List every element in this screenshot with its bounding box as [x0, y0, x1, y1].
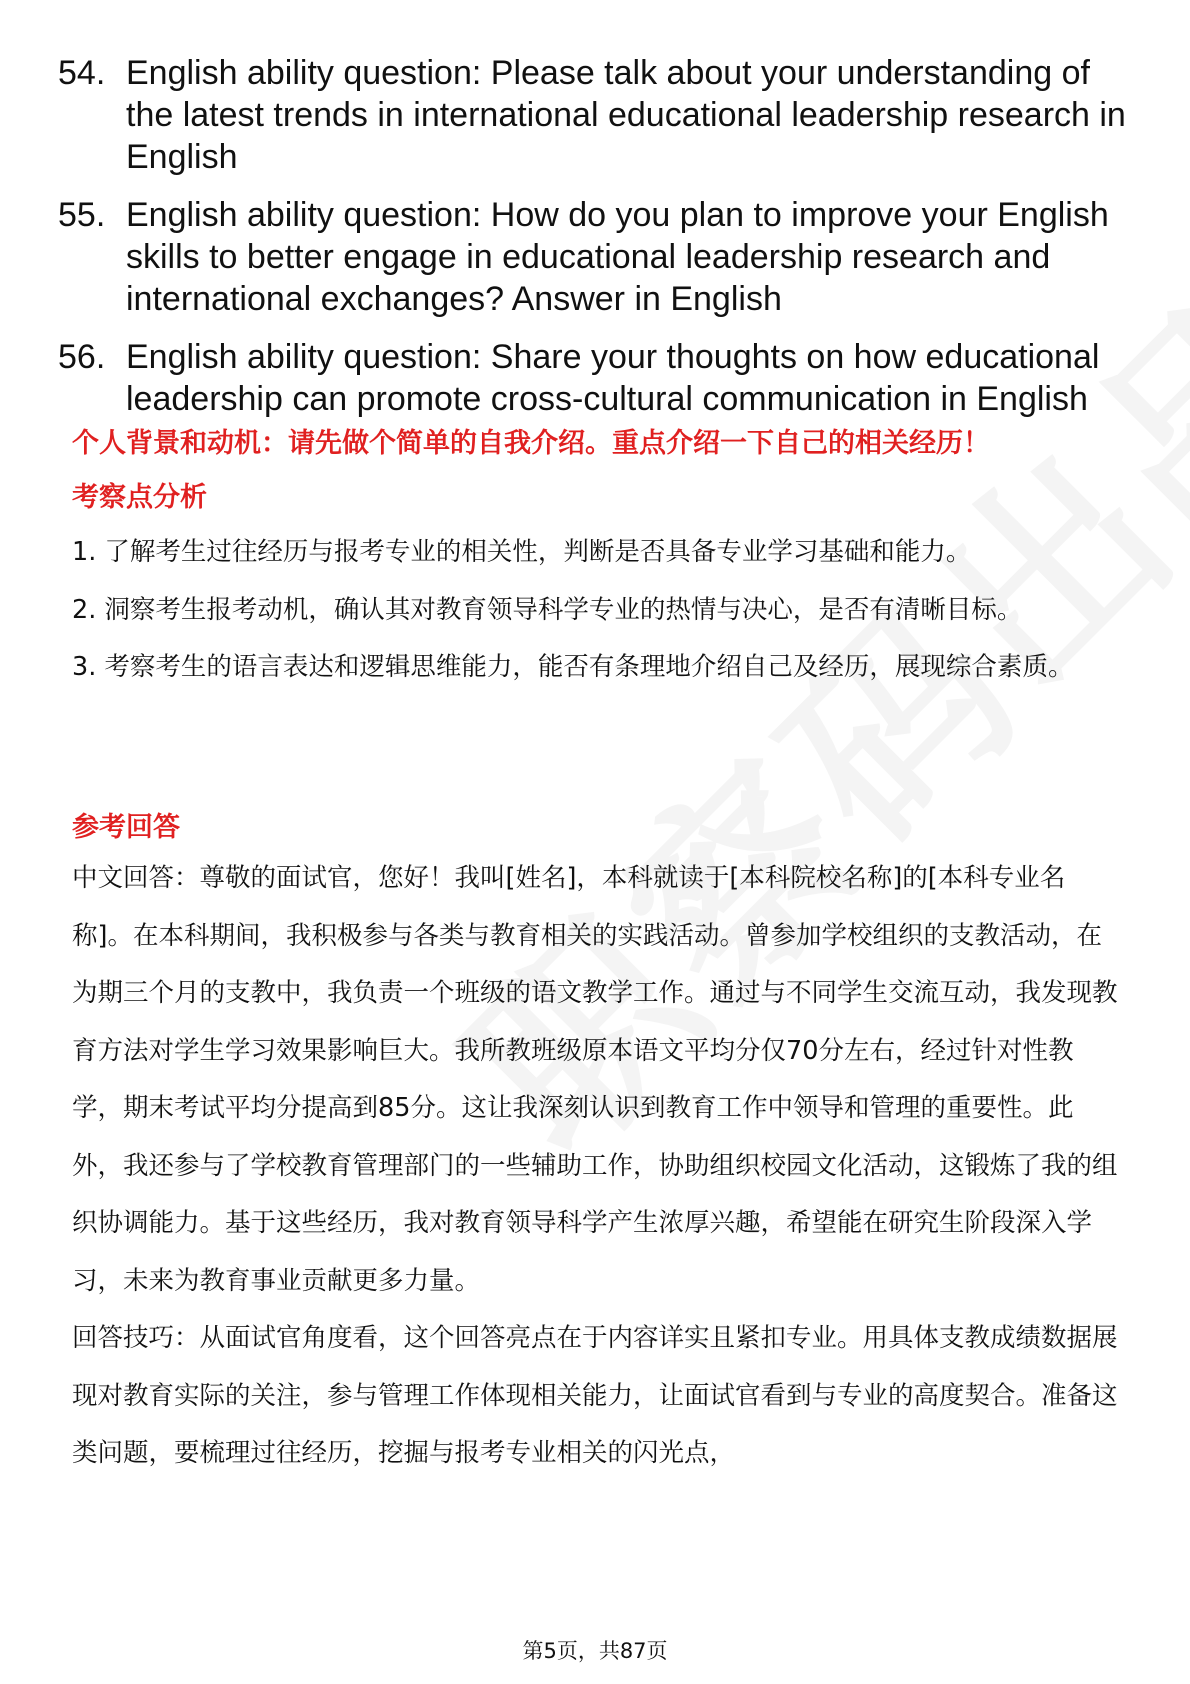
question-number: 56. — [58, 338, 106, 376]
reference-heading: 参考回答 — [72, 812, 180, 843]
analysis-point: 3. 考察考生的语言表达和逻辑思维能力，能否有条理地介绍自己及经历，展现综合素质。 — [72, 652, 1074, 682]
question-list — [58, 52, 1138, 436]
question-item — [58, 52, 1138, 178]
question-number: 55. — [58, 196, 106, 234]
page-footer: 第5页，共87页 — [522, 1639, 668, 1663]
analysis-point: 2. 洞察考生报考动机，确认其对教育领导科学专业的热情与决心，是否有清晰目标。 — [72, 594, 1023, 625]
question-number: 54. — [58, 54, 106, 92]
question-item — [58, 194, 1138, 320]
question-text: English ability question: Please talk about your understanding of the latest trends in international educational leadership research in English — [126, 54, 1126, 176]
question-text: English ability question: How do you plan to improve your English skills to better engage in educational leadership research and international exchanges? Answer in English — [126, 196, 1109, 318]
answer-tips: 回答技巧：从面试官角度看，这个回答亮点在于内容详实且紧扣专业。用具体支教成绩数据展现对教育实际的关注，参与管理工作体现相关能力，让面试官看到与专业的高度契合。准备这类问题，要梳理过往经历，挖掘与报考专业相关的闪光点， — [72, 1323, 1118, 1468]
question-text: English ability question: Share your thoughts on how educational leadership can promote cross-cultural communication in English — [126, 338, 1100, 418]
analysis-heading: 考察点分析 — [72, 482, 207, 513]
analysis-point: 1. 了解考生过往经历与报考专业的相关性，判断是否具备专业学习基础和能力。 — [72, 537, 972, 567]
reference-answer: 中文回答：尊敬的面试官，您好！我叫[姓名]，本科就读于[本科院校名称]的[本科专业名称]。在本科期间，我积极参与各类与教育相关的实践活动。曾参加学校组织的支教活动，在为期三个月的支教中，我负责一个班级的语文教学工作。通过与不同学生交流互动，我发现教育方法对学生学习效果影响巨大。我所教班级原本语文平均分仅70分左右，经过针对性教学，期末考试平均分提高到85分。这让我深刻认识到教育工作中领导和管理的重要性。此外，我还参与了学校教育管理部门的一些辅助工作，协助组织校园文化活动，这锻炼了我的组织协调能力。基于这些经历，我对教育领导科学产生浓厚兴趣，希望能在研究生阶段深入学习，未来为教育事业贡献更多力量。 — [72, 863, 1118, 1296]
section-title: 个人背景和动机：请先做个简单的自我介绍。重点介绍一下自己的相关经历！ — [72, 428, 990, 459]
analysis-section — [72, 478, 1120, 697]
reference-section — [72, 808, 1120, 1483]
section-title-block — [72, 424, 1120, 464]
question-item — [58, 336, 1138, 420]
